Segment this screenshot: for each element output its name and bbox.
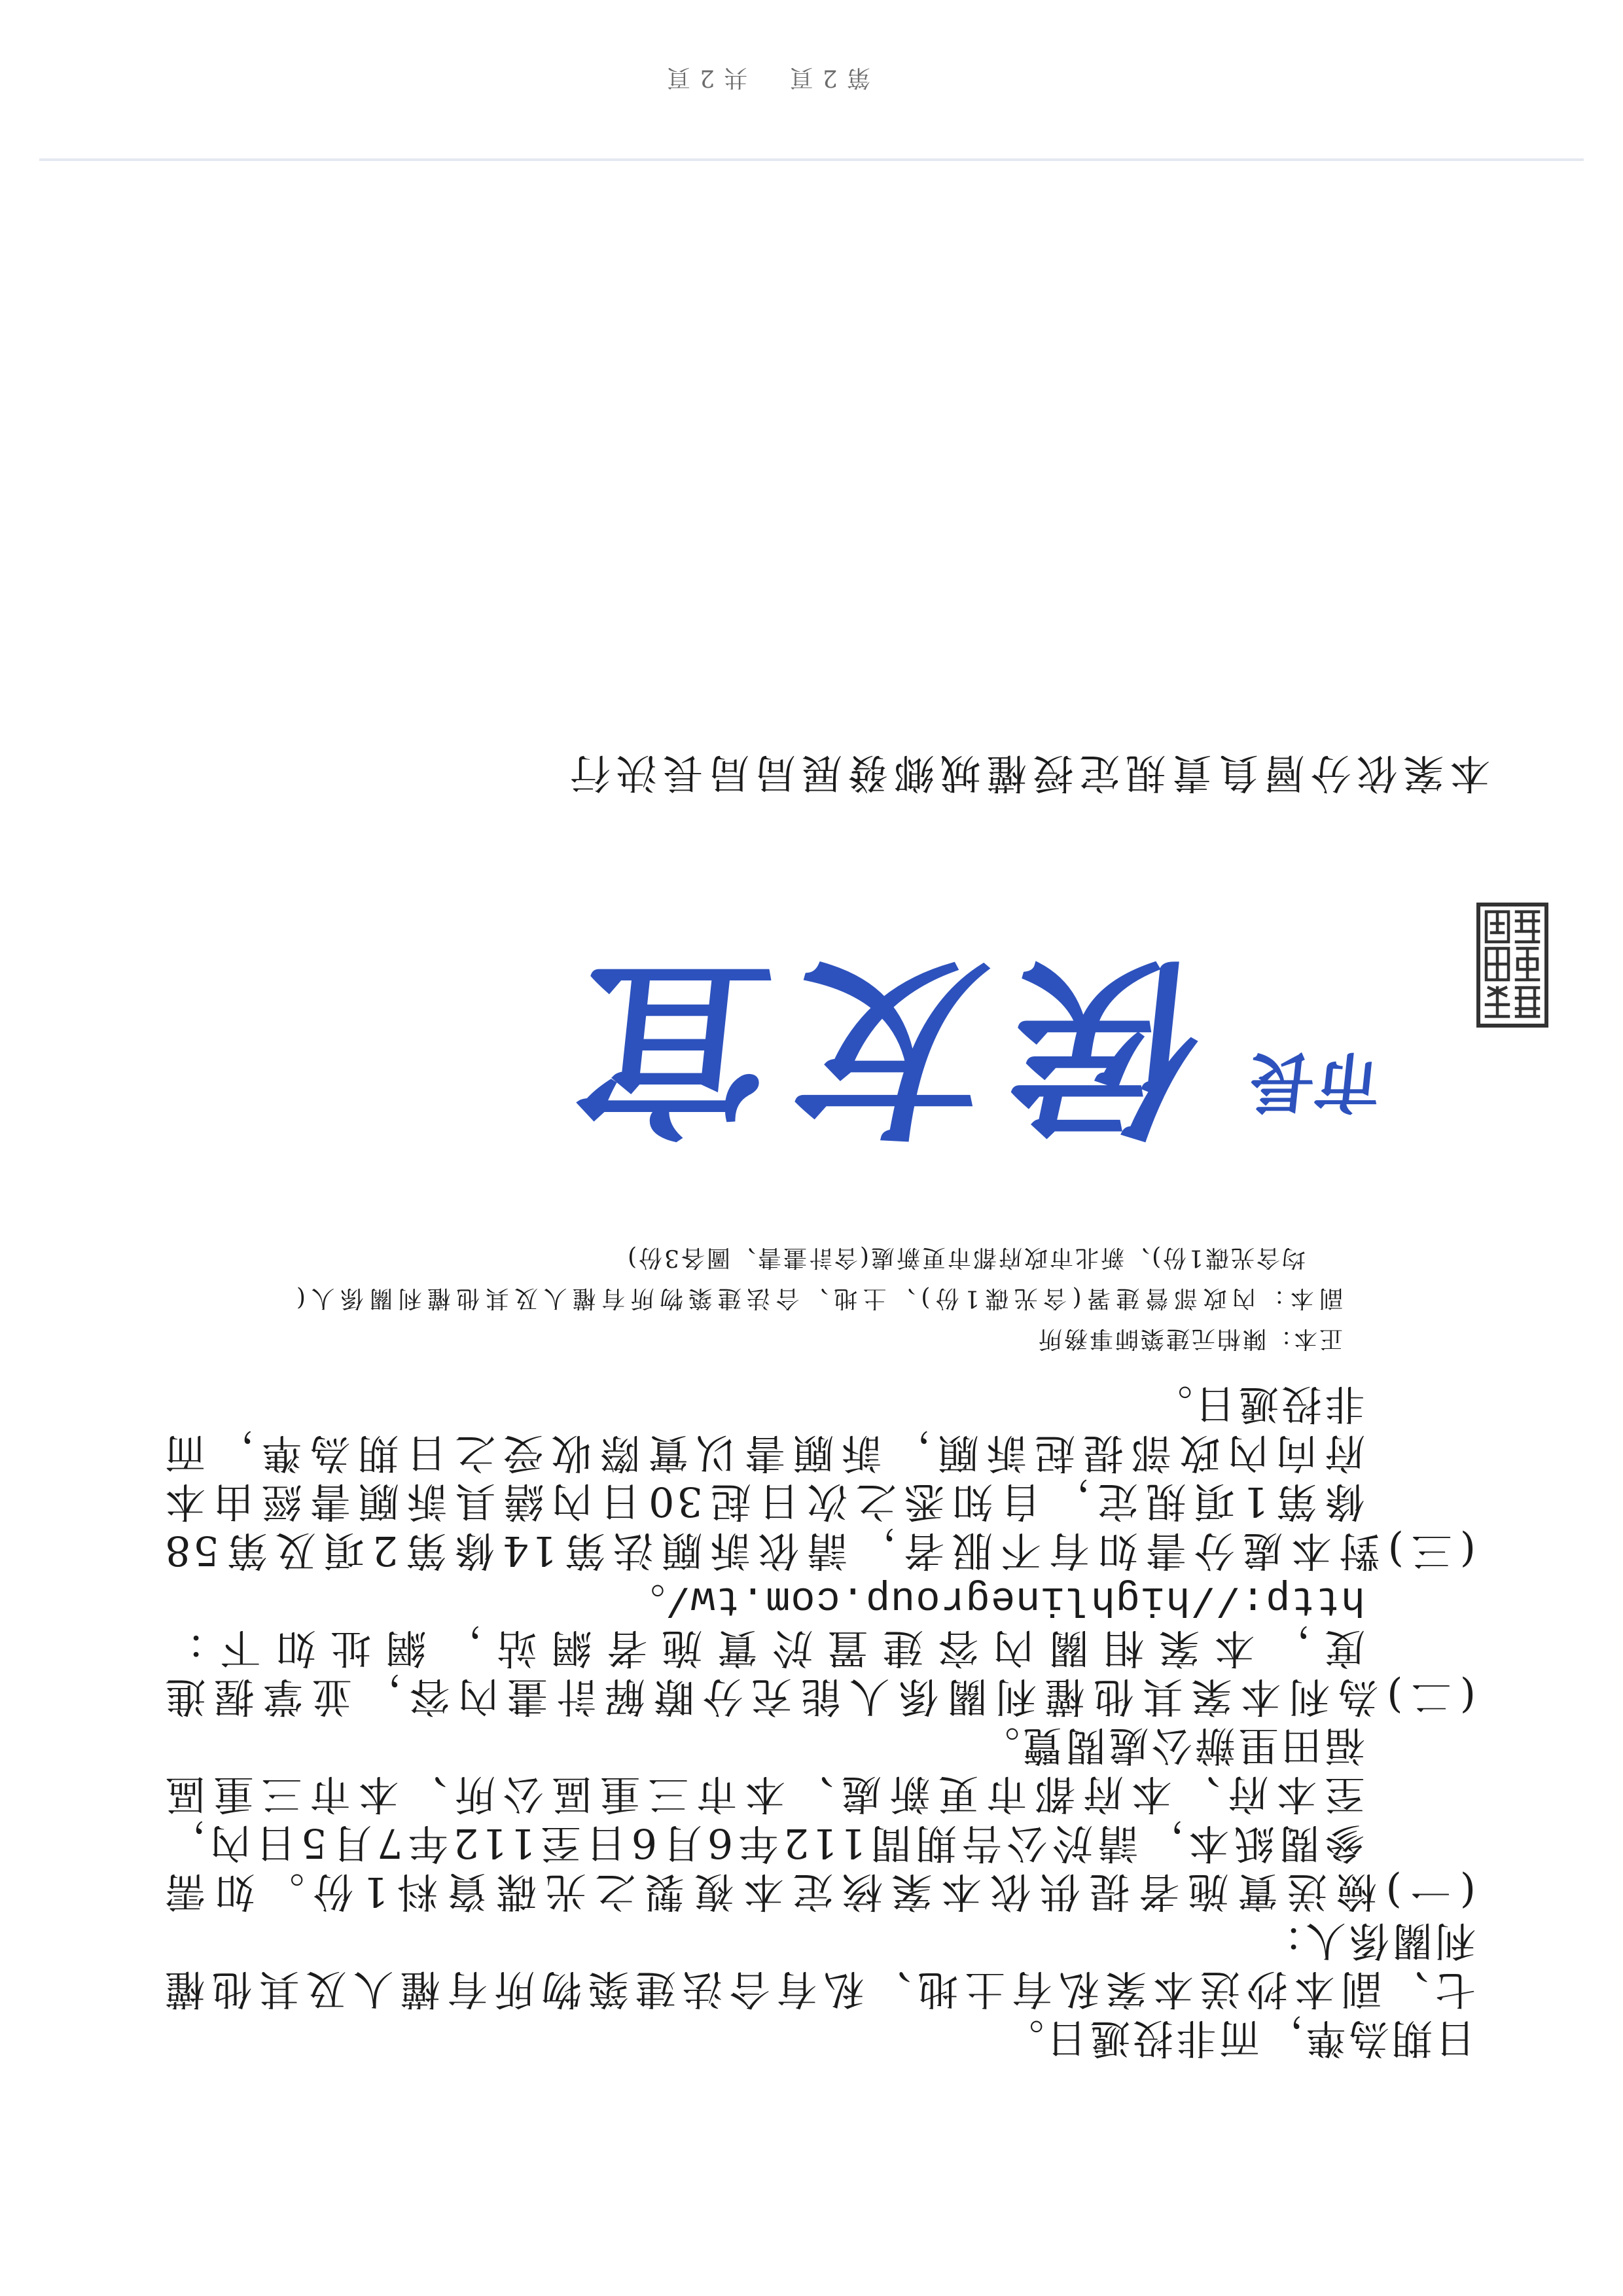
seal-characters bbox=[1486, 912, 1539, 1016]
body-text bbox=[162, 1380, 1476, 2062]
sub-item-2-line: (二)為利本案其他權利關係人能充分瞭解計畫內容，並掌握進 bbox=[162, 1673, 1476, 1721]
signature-name: 侯友宜 bbox=[541, 935, 1213, 1157]
sub-item-1-line: (一)檢送實施者提供依本案核定本複製之光碟資料1份。如需 bbox=[162, 1868, 1476, 1916]
sub-item-1-line: 至本府、本府都市更新處、本市三重區公所、本市三重區 bbox=[162, 1770, 1365, 1819]
copy-recipients: 內政部營建署(含光碟1份)、土地、合法建築物所有權人及其他權利關係人( bbox=[294, 1285, 1256, 1312]
seal-glyph bbox=[1516, 988, 1539, 1016]
seal-glyph bbox=[1516, 912, 1539, 942]
sub-item-3-line: 條第1項規定，自知悉之次日起30日內繕具訴願書經由本 bbox=[162, 1478, 1365, 1526]
original-label: 正本： bbox=[1266, 1325, 1343, 1352]
carryover-line: 日期為準，而非投遞日。 bbox=[1000, 2015, 1476, 2062]
sub-item-3-line: 府向內政部提起訴願，訴願書以實際收受之日期為準，而 bbox=[162, 1429, 1365, 1477]
scan-edge-line bbox=[39, 158, 1584, 161]
sub-item-3-line: (三)對本處分書如有不服者，請依訴願法第14條第2項及第58 bbox=[162, 1527, 1476, 1575]
copy-recipient-continuation: 均含光碟1份)、新北市政府都市更新處(含計畫書、圖各3份) bbox=[626, 1244, 1306, 1271]
seal-glyph bbox=[1486, 912, 1508, 942]
item-7-line: 七、副本抄送本案私有土地、私有合法建築物所有權人及其他權 bbox=[162, 1965, 1476, 2014]
sub-item-1-line: 參閱紙本，請於公告期間112年6月6日至112年7月5日內， bbox=[162, 1820, 1365, 1867]
seal-glyph bbox=[1486, 948, 1508, 980]
signature-title: 市長 bbox=[1245, 1043, 1385, 1121]
copy-recipient-line bbox=[294, 1278, 1343, 1318]
copy-label: 副本： bbox=[1255, 1285, 1343, 1312]
original-recipients: 陳柏元建築師事務所 bbox=[1036, 1325, 1266, 1352]
item-7-line: 利關係人： bbox=[1259, 1917, 1476, 1965]
seal-glyph bbox=[1516, 948, 1539, 980]
seal-glyph bbox=[1486, 988, 1508, 1016]
sub-item-2-line: 度，本案相關內容建置於實施者網站，網址如下： bbox=[162, 1624, 1365, 1672]
implementer-website-url: http://highlinegroup.com.tw/。 bbox=[624, 1576, 1365, 1623]
delegation-note: 本案依分層負責規定授權城鄉發展局局長決行 bbox=[568, 749, 1490, 797]
distribution-list bbox=[294, 1237, 1343, 1359]
original-recipient-line bbox=[294, 1318, 1343, 1359]
mayor-signature bbox=[541, 935, 1394, 1157]
sub-item-3-line: 非投遞日。 bbox=[1149, 1380, 1365, 1429]
sub-item-1-line: 福田里辦公處閱覽。 bbox=[976, 1722, 1365, 1770]
official-seal bbox=[1476, 902, 1549, 1028]
page-number: 第2頁 共2頁 bbox=[664, 64, 870, 91]
